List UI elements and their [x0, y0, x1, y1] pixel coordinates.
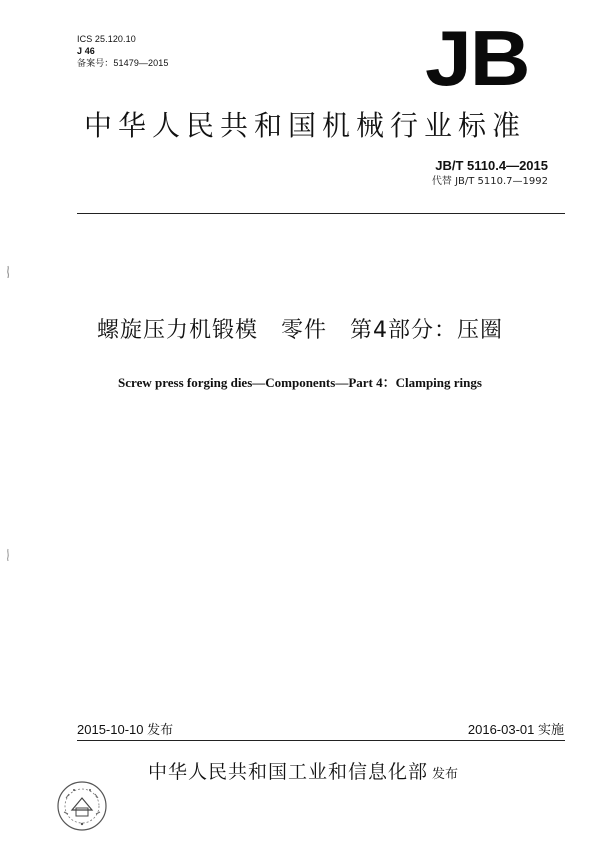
- filing-number: 备案号：51479—2015: [77, 58, 169, 68]
- chinese-title: 螺旋压力机锻模 零件 第4部分：压圈: [97, 318, 503, 343]
- publisher-suffix: 发布: [432, 767, 459, 782]
- publisher-seal-stamp: [54, 778, 110, 834]
- industry-standard-title: 中华人民共和国机械行业标准: [83, 109, 526, 142]
- replaces-standard: 代替 JB/T 5110.7—1992: [431, 176, 548, 187]
- scan-artifact-mark: [6, 264, 10, 278]
- publisher-name: 中华人民共和国工业和信息化部: [148, 761, 429, 783]
- implementation-date: 2016-03-01 实施: [467, 722, 564, 737]
- standard-number: [435, 158, 548, 174]
- ics-code: ICS 25.120.10: [77, 34, 136, 44]
- english-title: Screw press forging dies—Components—Part 4：Clamping rings: [118, 375, 482, 390]
- standard-number-text: JB/T 5110.4—2015: [435, 158, 548, 173]
- classification-code: J 46: [77, 46, 95, 56]
- publisher-line: [148, 759, 458, 788]
- footer-divider: [77, 740, 565, 741]
- jb-logo: JB: [425, 14, 529, 102]
- header-divider: [77, 213, 565, 214]
- issue-date: 2015-10-10 发布: [77, 722, 174, 737]
- scan-artifact-mark: [6, 547, 10, 561]
